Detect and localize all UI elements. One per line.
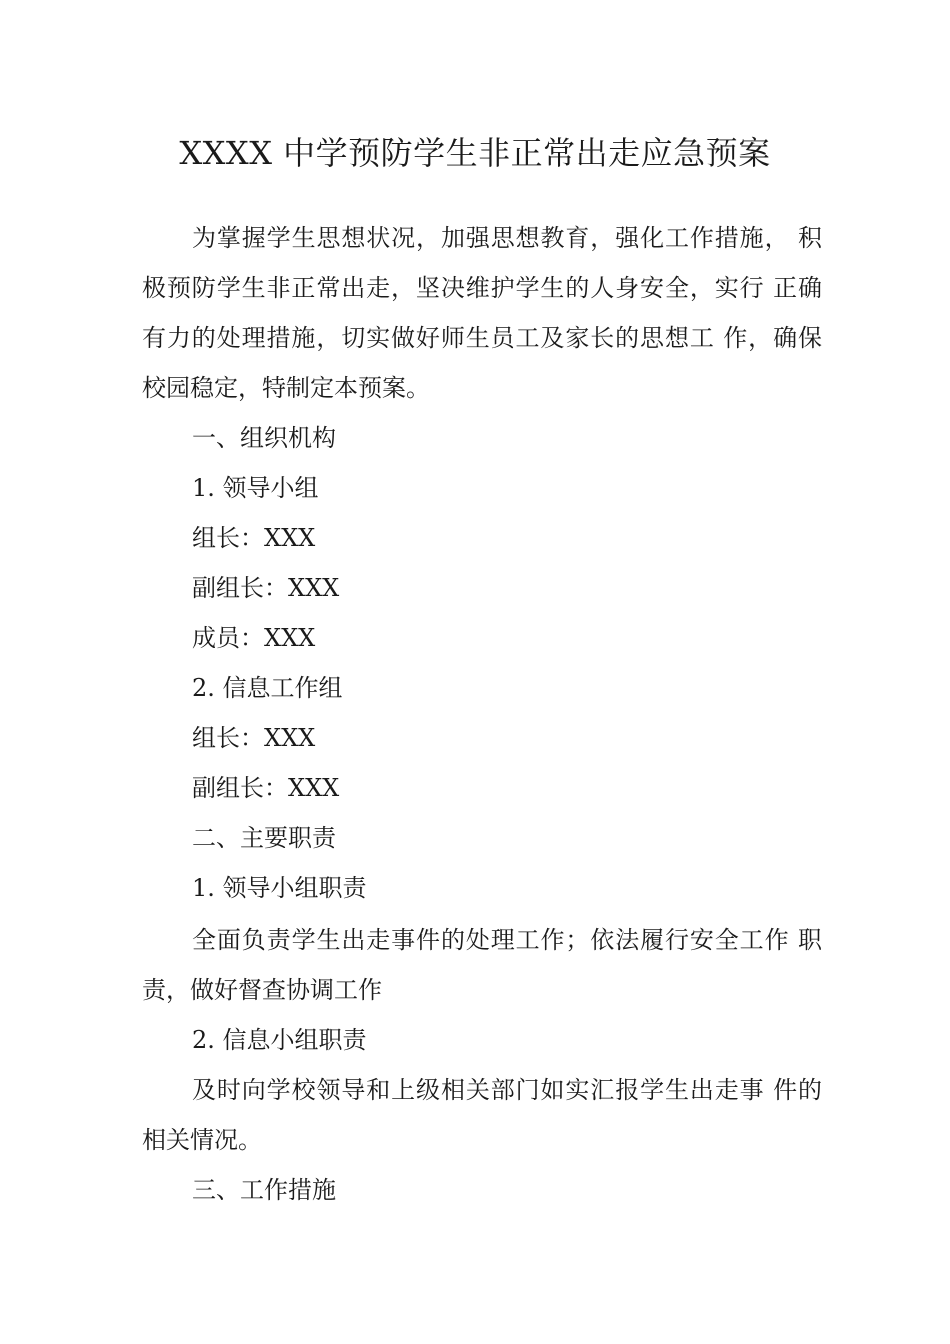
- subheading-information-group: 2. 信息工作组: [192, 674, 343, 702]
- leadership-group-members: 成员：XXX: [192, 624, 316, 652]
- intro-line-4: 校园稳定，特制定本预案。: [142, 374, 430, 402]
- section-heading-duties: 二、主要职责: [192, 824, 336, 852]
- leadership-duties-line-2: 责，做好督查协调工作: [142, 976, 382, 1004]
- subheading-leadership-duties: 1. 领导小组职责: [192, 874, 367, 902]
- subheading-information-duties: 2. 信息小组职责: [192, 1026, 367, 1054]
- information-group-leader: 组长：XXX: [192, 724, 316, 752]
- information-group-deputy: 副组长：XXX: [192, 774, 340, 802]
- information-duties-line-1: 及时向学校领导和上级相关部门如实汇报学生出走事 件的: [192, 1076, 822, 1104]
- document-title: XXXX 中学预防学生非正常出走应急预案: [179, 134, 771, 172]
- leadership-group-deputy: 副组长：XXX: [192, 574, 340, 602]
- leadership-duties-line-1: 全面负责学生出走事件的处理工作；依法履行安全工作 职: [192, 926, 822, 954]
- leadership-group-leader: 组长：XXX: [192, 524, 316, 552]
- intro-line-2: 极预防学生非正常出走，坚决维护学生的人身安全，实行 正确: [142, 274, 822, 302]
- subheading-leadership-group: 1. 领导小组: [192, 474, 319, 502]
- section-heading-organization: 一、组织机构: [192, 424, 336, 452]
- section-heading-work-measures: 三、工作措施: [192, 1176, 336, 1204]
- intro-line-3: 有力的处理措施，切实做好师生员工及家长的思想工 作，确保: [142, 324, 822, 352]
- information-duties-line-2: 相关情况。: [142, 1126, 262, 1154]
- intro-line-1: 为掌握学生思想状况，加强思想教育，强化工作措施， 积: [192, 224, 822, 252]
